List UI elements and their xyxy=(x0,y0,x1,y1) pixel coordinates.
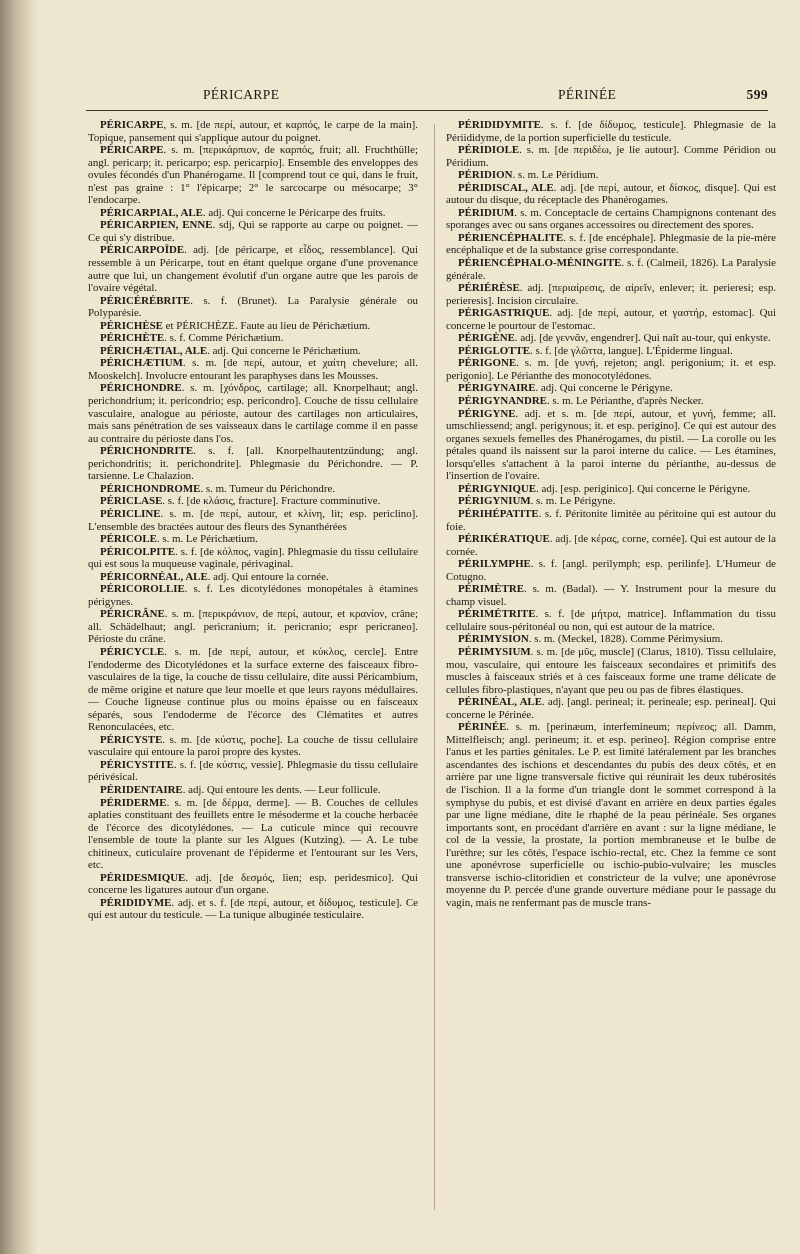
entry-headword: PÉRILYMPHE xyxy=(458,558,531,571)
entry-definition: . s. m. [de κύστις, poche]. La couche de tissu cellulaire vasculaire qui entoure la paroi propre des kystes. xyxy=(88,733,418,759)
entry-definition: . s. f. [de κόλπος, vagin]. Phlegmasie du tissu cellulaire qui est sous la muqueuse vaginale, périvaginal. xyxy=(88,545,418,571)
entry-definition: . s. f. Comme Périchætium. xyxy=(164,332,284,345)
entry-definition: . adj. [de péricarpe, et εἶδος, ressemblance]. Qui ressemble à un Péricarpe, tout en étant quelque organe d'une provenance autre que lui, un changement évolutif d'un organe autre que les parois de l'ovaire végétal. xyxy=(88,244,418,295)
dictionary-entry xyxy=(446,583,776,608)
entry-headword: PÉRIDIOLE xyxy=(458,144,520,157)
entry-definition: , s. m. [de περί, autour, et καρπός, le carpe de la main]. Topique, pansement qui s'applique autour du poignet. xyxy=(88,119,418,144)
dictionary-entry xyxy=(88,571,418,584)
entry-definition: . adj. [de γεννᾶν, engendrer]. Qui naît au-tour, qui enkyste. xyxy=(514,332,771,345)
entry-definition: . s. f. (Brunet). La Paralysie générale ou Polyparésie. xyxy=(88,294,418,320)
entry-headword: PÉRICHONDRITE xyxy=(100,445,194,458)
entry-headword: PÉRICÉRÉBRITE xyxy=(100,294,191,307)
entry-definition: . adj. Qui concerne le Périchætium. xyxy=(207,344,361,357)
entry-definition: . s. m. [de δέρμα, derme]. — B. Couches de cellules aplaties constituant des feuillets entre le mésoderme et la couche herbacée de l'écorce des dicotylédones. — La cuticule mince qui recouvre l'ensemble de toute la plante sur les Algues (Kutzing). — A. Le tube chitineux, cuticulaire provenant de l'épiderme et l'entourant sur les Vers, etc. xyxy=(88,796,418,872)
entry-headword: PÉRIMÉTRITE xyxy=(458,608,536,621)
dictionary-entry xyxy=(88,784,418,797)
dictionary-entry xyxy=(446,119,776,144)
entry-definition: . adj. [de κέρας, corne, cornée]. Qui est autour de la cornée. xyxy=(446,533,776,558)
entry-definition: . s. m. [χόνδρος, cartilage; all. Knorpelhaut; angl. perichondrium; it. pericondrio; esp. pericondro]. Couche de tissu cellulaire vasculaire, analogue au périoste, autour des cartilages non articulaires, mais sans pénétration de ses vaisseaux dans le cartilage comme il en passe au contraire du périoste dans l'os. xyxy=(88,382,418,445)
dictionary-entry xyxy=(446,483,776,496)
entry-definition: . s. f. [de encéphale]. Phlegmasie de la pie-mère encéphalique et de la substance grise correspondante. xyxy=(446,231,776,257)
entry-headword: PÉRIDIUM xyxy=(458,206,515,219)
entry-definition: . adj. Qui entoure la cornée. xyxy=(207,570,329,583)
dictionary-entry xyxy=(88,320,418,333)
entry-definition: . adj. [angl. perineal; it. perineale; esp. perineal]. Qui concerne le Périnée. xyxy=(446,696,776,721)
entry-headword: PÉRIDIDYME xyxy=(100,896,172,909)
dictionary-entry xyxy=(446,395,776,408)
dictionary-entry xyxy=(446,633,776,646)
entry-headword: PÉRIENCÉPHALO-MÉNINGITE xyxy=(458,257,622,270)
right-column xyxy=(446,119,776,909)
entry-definition: . s. m. [perinæum, interfemineum; περίνεος; all. Damm, Mittelfleisch; angl. perineum; it. et esp. perineo]. Région comprise entre l'anus et les parties génitales. Le P. est limité latéralement par les branches ascendantes des ischions et descendantes du pubis des deux côtés, et en arrière par une ligne transversale fictive qui réunirait les deux tubérosités de l'ischion. Il a la forme d'un triangle dont le sommet correspond à la symphyse du pubis, et est divisé d'avant en arrière en deux parties égales par une ligne médiane, dite le rhaphé de la peau périnéale. Ses organes importants sont, en procédant d'arrière en avant : sur la ligne médiane, le col de la vessie, la prostate, la portion membraneuse et le bulbe de l'urèthre; sur les côtés, l'espace ischio-rectal, etc. Chez la femme ce sont une aponévrose superficielle ou ischio-pubio-vulvaire; les muscles transverse ischio-clitoridien et constricteur de la vulve; une aponévrose moyenne du P. percée d'une grande ouverture médiane pour le passage du vagin, mais ne renfermant pas de muscle trans- xyxy=(446,721,776,909)
entry-headword: PÉRIENCÉPHALITE xyxy=(458,231,564,244)
dictionary-entry xyxy=(88,495,418,508)
entry-definition: . s. f. [de δίδυμος, testicule]. Phlegmasie de la Périididyme, de la portion superficielle du testicule. xyxy=(446,119,776,144)
entry-headword: PÉRIGÈNE xyxy=(458,332,515,345)
entry-headword: PÉRICARPIAL, ALE xyxy=(100,206,203,219)
left-column xyxy=(88,119,418,922)
entry-definition: . adj. [de δεσμός, lien; esp. peridesmico]. Qui concerne les ligatures autour d'un organe. xyxy=(88,871,418,897)
dictionary-entry xyxy=(446,646,776,696)
entry-headword: PÉRIGYNANDRE xyxy=(458,395,547,408)
dictionary-entry xyxy=(446,508,776,533)
dictionary-entry xyxy=(446,345,776,358)
column-divider xyxy=(434,124,435,1210)
dictionary-entry xyxy=(446,144,776,169)
dictionary-entry xyxy=(88,583,418,608)
entry-definition: . s. m. [de μῦς, muscle] (Clarus, 1810). Tissu cellulaire, mou, vasculaire, qui entoure les faisceaux secondaires et primitifs des muscles à faisceaux striés et à ces faisceaux forme une trame délicate de cellules fibro-plastiques, n'ayant que peu ou pas de fibres élastiques. xyxy=(446,645,776,696)
entry-definition: . s. f. Les dicotylédones monopétales à étamines périgynes. xyxy=(88,583,418,608)
dictionary-entry xyxy=(88,734,418,759)
entry-definition: . s. f. [de γλῶττα, langue]. L'Épiderme lingual. xyxy=(530,344,733,357)
dictionary-entry xyxy=(88,608,418,646)
entry-definition: . s. m. [de περιδέω, je lie autour]. Comme Péridion ou Péridium. xyxy=(446,144,776,169)
dictionary-entry xyxy=(446,207,776,232)
entry-definition: . adj. [περιαίρεσις, de αἱρεῖν, enlever; it. perieresi; esp. perieresis]. Incision circulaire. xyxy=(446,282,776,307)
dictionary-entry xyxy=(88,646,418,734)
entry-headword: PÉRICRÂNE xyxy=(100,608,165,621)
entry-definition: . s. m. Conceptacle de certains Champignons contenant des sporanges avec ou sans organes accessoires ou directement des spores. xyxy=(446,206,776,232)
dictionary-entry xyxy=(88,797,418,872)
dictionary-entry xyxy=(446,169,776,182)
right-running-head: PÉRINÉE xyxy=(558,87,617,102)
entry-headword: PÉRIMYSION xyxy=(458,633,529,646)
dictionary-entry xyxy=(446,408,776,483)
dictionary-entry xyxy=(88,546,418,571)
dictionary-entry xyxy=(446,533,776,558)
dictionary-entry xyxy=(88,445,418,483)
dictionary-entry xyxy=(446,282,776,307)
entry-headword: PÉRICARPIEN, ENNE xyxy=(100,219,213,232)
entry-headword: PÉRIMYSIUM xyxy=(458,645,531,658)
entry-headword: PÉRICYCLE xyxy=(100,645,165,658)
entry-headword: PÉRIGONE xyxy=(458,357,517,370)
entry-headword: PÉRIDESMIQUE xyxy=(100,871,186,884)
dictionary-entry xyxy=(88,533,418,546)
entry-headword: PÉRICORNÉAL, ALE xyxy=(100,570,208,583)
entry-definition: . s. f. (Calmeil, 1826). La Paralysie générale. xyxy=(446,257,776,282)
entry-definition: . adj. Qui concerne le Péricarpe des fruits. xyxy=(202,206,386,219)
dictionary-entry xyxy=(88,508,418,533)
entry-definition: . s. m. Le Périgyne. xyxy=(530,495,616,508)
entry-headword: PÉRIGYNIQUE xyxy=(458,482,537,495)
dictionary-entry xyxy=(88,872,418,897)
left-running-head: PÉRICARPE xyxy=(203,87,280,102)
dictionary-entry xyxy=(88,144,418,207)
entry-headword: PÉRICARPOÏDE xyxy=(100,244,185,257)
entry-headword: PÉRINÉE xyxy=(458,721,507,734)
entry-definition: . sdj, Qui se rapporte au carpe ou poignet. — Ce qui s'y distribue. xyxy=(88,219,418,244)
entry-definition: . s. f. Péritonite limitée au péritoine qui est autour du foie. xyxy=(446,507,776,533)
entry-definition: . s. m. (Badal). — Y. Instrument pour la mesure du champ visuel. xyxy=(446,583,776,608)
entry-headword: PÉRIDION xyxy=(458,169,513,182)
dictionary-entry xyxy=(446,307,776,332)
dictionary-entry xyxy=(88,759,418,784)
entry-definition: . s. m. [περικράνιον, de περί, autour, et κρανίον, crâne; all. Schädelhaut; angl. pericranium; it. pericranio; espr pericraneo]. Périoste du crâne. xyxy=(88,608,418,646)
entry-definition: . adj. et s. m. [de περί, autour, et γυνή, femme; all. umschliessend; angl. perigynous; it. et esp. perigino]. Ce qui est autour des organes sexuels femelles des Phanérogames, du pistil. — La corolle ou les pétales quand ils naissent sur la paroi interne du calice. — Les étamines, lorsqu'elles s'attachent à la paroi interne du périanthe, au-dessus de l'insertion de l'ovaire. xyxy=(446,407,776,483)
dictionary-entry xyxy=(88,219,418,244)
entry-definition: . s. m. [de γυνή, rejeton; angl. perigonium; it. et esp. perigonio]. Le Périanthe des monocotylédones. xyxy=(446,357,776,382)
entry-headword: PÉRICARPE xyxy=(100,144,164,157)
dictionary-entry xyxy=(88,382,418,445)
entry-definition: . s. m. Tumeur du Périchondre. xyxy=(200,482,336,495)
entry-headword: PÉRICHÈSE xyxy=(100,319,163,332)
dictionary-entry xyxy=(88,345,418,358)
dictionary-entry xyxy=(88,295,418,320)
entry-definition: . adj. [esp. periginico]. Qui concerne le Périgyne. xyxy=(536,482,751,495)
entry-headword: PÉRICYSTITE xyxy=(100,758,174,771)
dictionary-entry xyxy=(446,257,776,282)
entry-definition: . s. m. Le Péridium. xyxy=(512,169,599,182)
dictionary-entry xyxy=(446,332,776,345)
entry-headword: PÉRIHÉPATITE xyxy=(458,507,539,520)
entry-headword: PÉRINÉAL, ALE xyxy=(458,696,542,709)
entry-headword: PÉRIGYNAIRE xyxy=(458,382,536,395)
entry-headword: PÉRIÉRÈSE xyxy=(458,282,520,295)
entry-definition: . adj. Qui concerne le Périgyne. xyxy=(535,382,673,395)
entry-headword: PÉRIDIDYMITE xyxy=(458,119,541,131)
entry-headword: PÉRIGLOTTE xyxy=(458,344,531,357)
entry-headword: PÉRIDISCAL, ALE xyxy=(458,181,554,194)
entry-headword: PÉRIDERME xyxy=(100,796,167,809)
entry-definition: . adj. [de περί, autour, et γαστήρ, estomac]. Qui concerne le pourtour de l'estomac. xyxy=(446,307,776,332)
dictionary-entry xyxy=(88,332,418,345)
header-rule xyxy=(86,110,768,111)
entry-headword: PÉRIMÈTRE xyxy=(458,583,524,596)
dictionary-entry xyxy=(446,721,776,909)
entry-headword: PÉRICHÆTIAL, ALE xyxy=(100,344,208,357)
entry-definition: et PÉRICHÈZE. Faute au lieu de Périchætium. xyxy=(162,319,371,332)
dictionary-entry xyxy=(446,696,776,721)
dictionary-entry xyxy=(88,357,418,382)
dictionary-entry xyxy=(446,232,776,257)
dictionary-entry xyxy=(88,119,418,144)
entry-headword: PÉRIGYNE xyxy=(458,407,516,420)
entry-headword: PÉRICOLPITE xyxy=(100,545,176,558)
entry-headword: PÉRICHÈTE xyxy=(100,332,165,345)
entry-definition: . s. m. Le Périchætium. xyxy=(156,533,258,546)
entry-definition: . adj. et s. f. [de περί, autour, et δίδυμος, testicule]. Ce qui est autour du testicule. — La tunique albuginée testiculaire. xyxy=(88,896,418,922)
entry-definition: . adj. [de περί, autour, et δίσκος, disque]. Qui est autour du disque, du réceptacle des Phanérogames. xyxy=(446,181,776,207)
entry-definition: . s. m. Le Périanthe, d'après Necker. xyxy=(546,395,704,408)
entry-definition: . s. m. [περικάρπιον, de καρπός, fruit; all. Fruchthülle; angl. pericarp; it. pericarpo; esp. pericarpio]. Ensemble des enveloppes des ovules fécondés d'un Phanérogame. Il [comprend tout ce qui, dans le fruit, n'est pas graine : 1° l'épicarpe; 2° le sarcocarpe ou mésocarpe; 3° l'endocarpe. xyxy=(88,144,418,207)
dictionary-entry xyxy=(446,182,776,207)
dictionary-entry xyxy=(446,558,776,583)
entry-headword: PÉRICLASE xyxy=(100,495,163,508)
running-header xyxy=(86,87,768,109)
dictionary-entry xyxy=(446,495,776,508)
entry-headword: PÉRICYSTE xyxy=(100,733,163,746)
dictionary-entry xyxy=(88,207,418,220)
entry-definition: . s. m. (Meckel, 1828). Comme Périmysium. xyxy=(528,633,723,646)
entry-definition: . s. m. [de περί, autour, et χαίτη chevelure; all. Mooskelch]. Involucre entourant les paraphyses dans les Mousses. xyxy=(88,357,418,382)
entry-definition: . s. f. [de κλάσις, fracture]. Fracture comminutive. xyxy=(162,495,381,508)
entry-headword: PÉRIGYNIUM xyxy=(458,495,531,508)
dictionary-entry xyxy=(88,897,418,922)
entry-headword: PÉRICHÆTIUM xyxy=(100,357,183,370)
entry-headword: PÉRIDENTAIRE xyxy=(100,783,183,796)
entry-definition: . s. f. [de μήτρα, matrice]. Inflammation du tissu cellulaire sous-péritonéal ou non, qui est autour de la matrice. xyxy=(446,608,776,633)
page-gutter-shadow xyxy=(0,0,38,1254)
entry-definition: . s. f. [all. Knorpelhautentzündung; angl. perichondritis; it. perichondrite]. Phlegmasie du Périchondre. — P. tarsienne. Le Chalazion. xyxy=(88,445,418,483)
entry-headword: PÉRICHONDROME xyxy=(100,482,201,495)
entry-headword: PÉRIGASTRIQUE xyxy=(458,307,550,320)
entry-definition: . adj. Qui entoure les dents. — Leur follicule. xyxy=(182,783,381,796)
page-number: 599 xyxy=(746,87,768,102)
entry-headword: PÉRICOROLLIE xyxy=(100,583,185,596)
entry-headword: PÉRICLINE xyxy=(100,507,161,520)
dictionary-entry xyxy=(446,382,776,395)
entry-definition: . s. m. [de περί, autour, et κλίνη, lit; esp. periclino]. L'ensemble des bractées autour des fleurs des Synanthérées xyxy=(88,507,418,533)
entry-headword: PÉRICHONDRE xyxy=(100,382,182,395)
entry-headword: PÉRICARPE xyxy=(100,119,164,131)
entry-headword: PÉRIKÉRATIQUE xyxy=(458,533,550,546)
dictionary-entry xyxy=(88,483,418,496)
entry-definition: . s. f. [de κύστις, vessie]. Phlegmasie du tissu cellulaire périvésical. xyxy=(88,758,418,784)
entry-headword: PÉRICOLE xyxy=(100,533,157,546)
entry-definition: . s. f. [angl. perilymph; esp. perilinfe]. L'Humeur de Cotugno. xyxy=(446,558,776,583)
dictionary-entry xyxy=(446,608,776,633)
entry-definition: . s. m. [de περί, autour, et κύκλος, cercle]. Entre l'endoderme des Dicotylédones et la surface externe des faisceaux fibro-vasculaires de la tige, la couche de tissu cellulaire, dite aussi Péricambium, de même origine et nature que leur moelle et que leurs rayons médullaires. — Couche ligneuse continue plus ou moins épaisse ou en faisceaux séparés, sous l'endoderme de l'écorce des Clématites et autres Renonculacées, etc. xyxy=(88,645,418,734)
dictionary-entry xyxy=(446,357,776,382)
dictionary-entry xyxy=(88,244,418,294)
